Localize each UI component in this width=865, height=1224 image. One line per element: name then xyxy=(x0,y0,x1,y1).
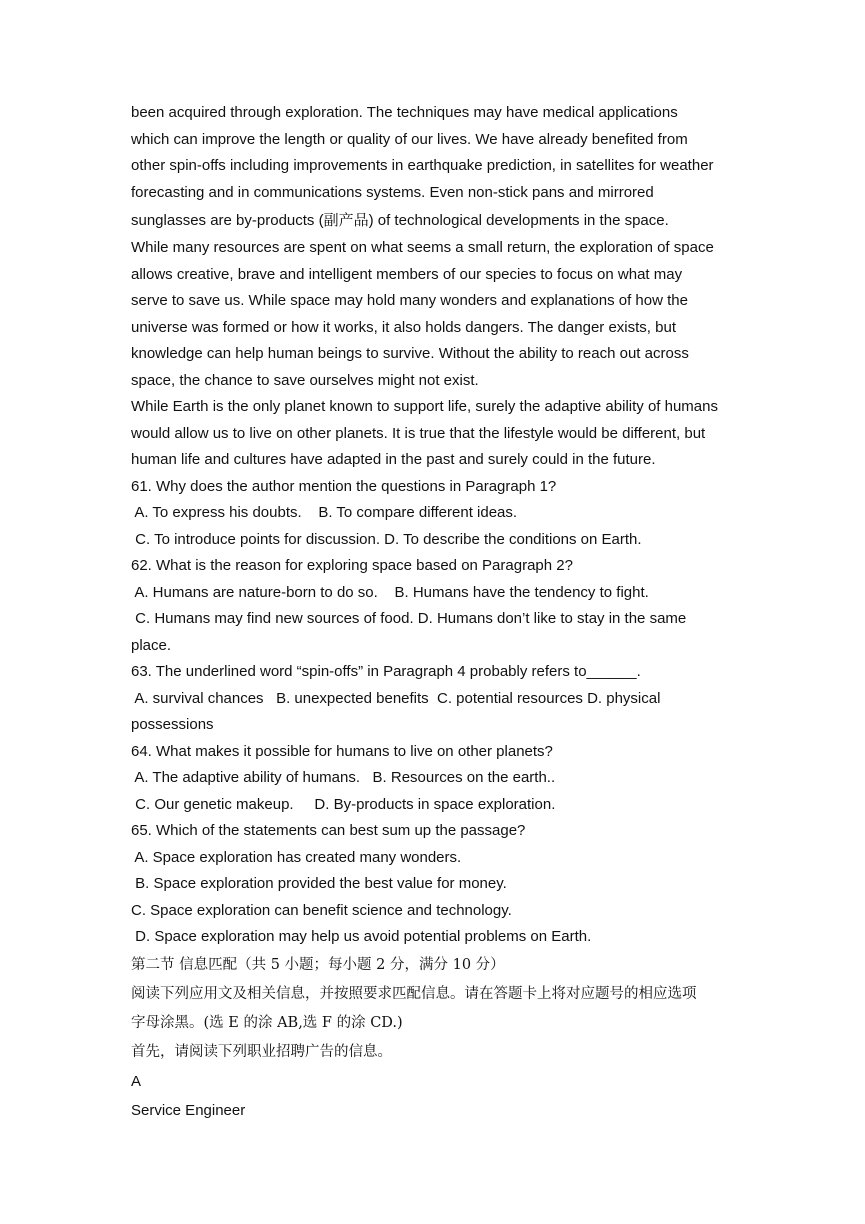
question-61 xyxy=(131,474,741,554)
question-option: C. Humans may find new sources of food. D. Humans don’t like to stay in the same xyxy=(131,610,687,627)
passage-line: While Earth is the only planet known to support life, surely the adaptive ability of humans xyxy=(131,398,718,415)
passage-line: human life and cultures have adapted in the past and surely could in the future. xyxy=(131,451,656,468)
section-instruction: 阅读下列应用文及相关信息，并按照要求匹配信息。请在答题卡上将对应题号的相应选项 xyxy=(131,985,697,1002)
question-stem: 61. Why does the author mention the questions in Paragraph 1? xyxy=(131,477,557,495)
passage-line: which can improve the length or quality of our lives. We have already benefited from xyxy=(131,130,688,148)
question-option: B. Space exploration provided the best value for money. xyxy=(131,875,507,892)
section-instruction: 字母涂黑。(选 E 的涂 AB,选 F 的涂 CD.) xyxy=(131,1014,403,1031)
question-option: A. To express his doubts. B. To compare different ideas. xyxy=(131,504,518,521)
ad-letter: A xyxy=(131,1072,142,1090)
passage-line: While many resources are spent on what seems a small return, the exploration of space xyxy=(131,239,714,256)
document-page xyxy=(131,100,741,1125)
section-intro: 首先，请阅读下列职业招聘广告的信息。 xyxy=(131,1043,392,1060)
question-option: D. Space exploration may help us avoid potential problems on Earth. xyxy=(131,928,592,945)
question-option: possessions xyxy=(131,716,214,733)
section-heading: 第二节 信息匹配（共 5 小题；每小题 2 分，满分 10 分） xyxy=(131,956,505,973)
question-stem: 65. Which of the statements can best sum up the passage? xyxy=(131,822,526,839)
question-option: place. xyxy=(131,636,172,654)
passage-line: been acquired through exploration. The techniques may have medical applications xyxy=(131,104,678,121)
question-62 xyxy=(131,553,741,659)
question-63 xyxy=(131,659,741,739)
passage xyxy=(131,100,741,474)
question-option: A. Space exploration has created many wonders. xyxy=(131,848,462,866)
question-option: C. Our genetic makeup. D. By-products in space exploration. xyxy=(131,795,556,813)
passage-line: sunglasses are by-products (副产品) of technological developments in the space. xyxy=(131,212,669,229)
passage-line: other spin-offs including improvements in earthquake prediction, in satellites for weather xyxy=(131,157,714,174)
passage-line: serve to save us. While space may hold many wonders and explanations of how the xyxy=(131,292,688,309)
passage-line: space, the chance to save ourselves might not exist. xyxy=(131,371,479,389)
question-stem: 63. The underlined word “spin-offs” in Paragraph 4 probably refers to______. xyxy=(131,663,641,680)
passage-line: forecasting and in communications systems. Even non-stick pans and mirrored xyxy=(131,183,654,201)
passage-line: universe was formed or how it works, it also holds dangers. The danger exists, but xyxy=(131,318,676,336)
question-stem: 62. What is the reason for exploring space based on Paragraph 2? xyxy=(131,557,573,574)
question-option: A. Humans are nature-born to do so. B. Humans have the tendency to fight. xyxy=(131,583,649,601)
question-option: A. The adaptive ability of humans. B. Resources on the earth.. xyxy=(131,769,556,786)
question-option: A. survival chances B. unexpected benefits C. potential resources D. physical xyxy=(131,689,661,707)
section-two xyxy=(131,951,741,1125)
question-stem: 64. What makes it possible for humans to live on other planets? xyxy=(131,742,553,760)
question-65 xyxy=(131,818,741,951)
job-title: Service Engineer xyxy=(131,1101,246,1119)
question-64 xyxy=(131,739,741,819)
passage-line: knowledge can help human beings to survive. Without the ability to reach out across xyxy=(131,345,689,362)
question-option: C. To introduce points for discussion. D. To describe the conditions on Earth. xyxy=(131,530,642,548)
passage-line: allows creative, brave and intelligent members of our species to focus on what may xyxy=(131,265,683,283)
question-option: C. Space exploration can benefit science and technology. xyxy=(131,901,512,919)
passage-line: would allow us to live on other planets. It is true that the lifestyle would be different, but xyxy=(131,424,706,442)
